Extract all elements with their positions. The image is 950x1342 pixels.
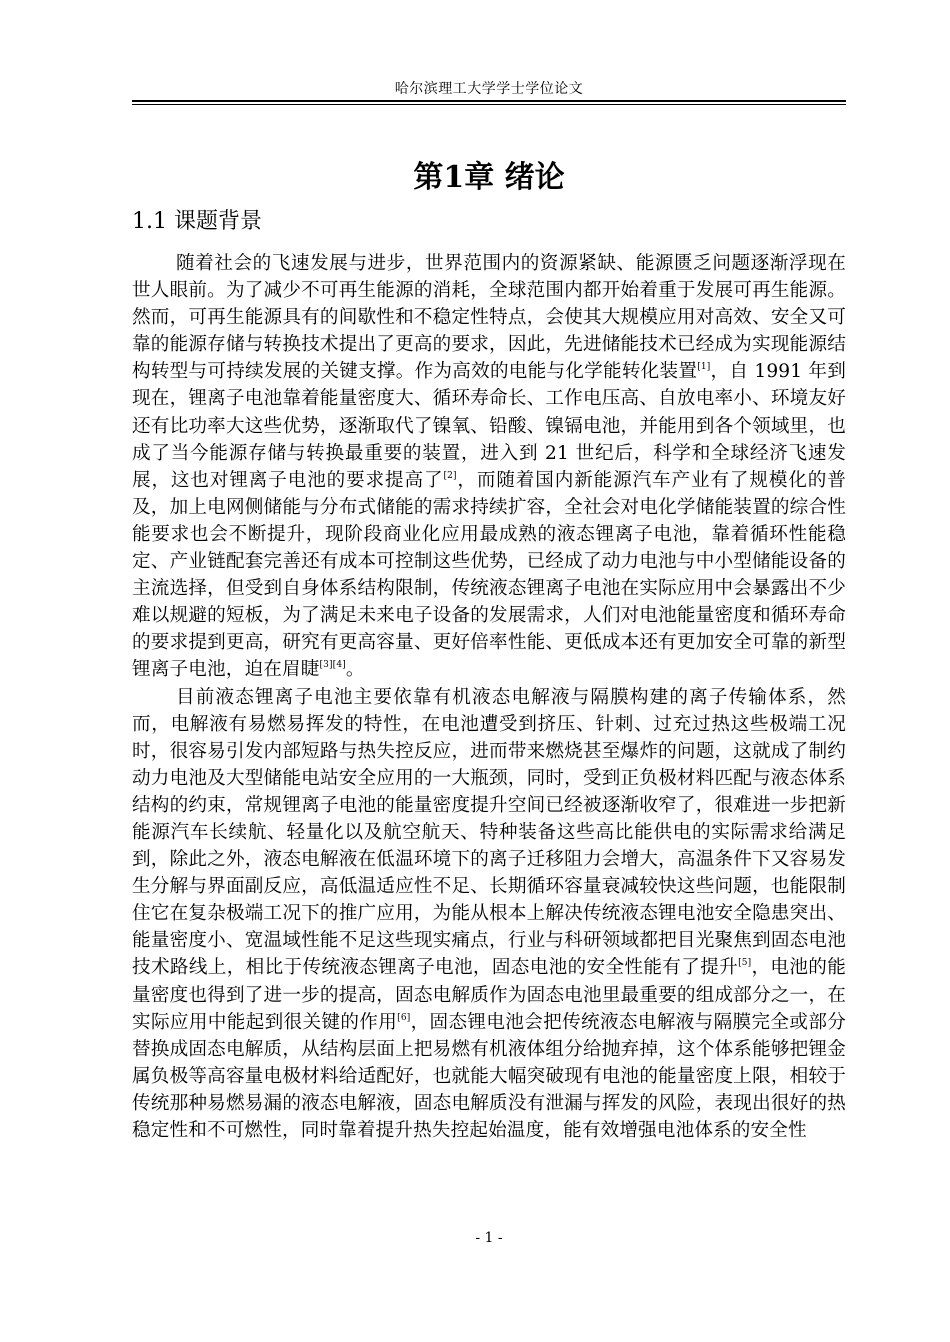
citation-ref[interactable]: [1] <box>697 362 711 373</box>
citation-ref[interactable]: [5] <box>738 958 752 969</box>
paragraph-1 <box>132 250 846 684</box>
text-segment: ，电池的能量密度也得到了进一步的提高，固态电解质作为固态电池里最重要的组成部分之一，在实际应用中能起到很关键的作用 <box>132 957 846 1033</box>
running-header: 哈尔滨理工大学学士学位论文 <box>394 81 584 97</box>
body-text <box>132 250 846 1144</box>
citation-ref[interactable]: [6] <box>397 1012 411 1023</box>
chapter-title: 第1章 绪论 <box>413 160 565 195</box>
citation-ref[interactable]: [2] <box>443 470 457 481</box>
text-segment: 目前液态锂离子电池主要依靠有机液态电解液与隔膜构建的离子传输体系，然而，电解液有易燃易挥发的特性，在电池遭受到挤压、针刺、过充过热这些极端工况时，很容易引发内部短路与热失控反应，进而带来燃烧甚至爆炸的问题，这就成了制约动力电池及大型储能电站安全应用的一大瓶颈，同时，受到正负极材料匹配与液态体系结构的约束，常规锂离子电池的能量密度提升空间已经被逐渐收窄了，很难进一步把新能源汽车长续航、轻量化以及航空航天、特种装备这些高比能供电的实际需求给满足到，除此之外，液态电解液在低温环境下的离子迁移阻力会增大，高温条件下又容易发生分解与界面副反应，高低温适应性不足、长期循环容量衰减较快这些问题，也能限制住它在复杂极端工况下的推广应用，为能从根本上解决传统液态锂电池安全隐患突出、能量密度小、宽温域性能不足这些现实痛点，行业与科研领域都把目光聚焦到固态电池技术路线上，相比于传统液态锂离子电池，固态电池的安全性能有了提升 <box>132 686 846 979</box>
text-segment: 随着社会的飞速发展与进步，世界范围内的资源紧缺、能源匮乏问题逐渐浮现在世人眼前。为了减少不可再生能源的消耗，全球范围内都开始着重于发展可再生能源。然而，可再生能源具有的间歇性和不稳定性特点，会使其大规模应用对高效、安全又可靠的能源存储与转换技术提出了更高的要求，因此，先进储能技术已经成为实现能源结构转型与可持续发展的关键支撑。作为高效的电能与化学能转化装置 <box>132 253 846 383</box>
section-title: 1.1 课题背景 <box>132 209 262 234</box>
header-rule-thick <box>132 100 846 102</box>
text-segment: ，固态锂电池会把传统液态电解液与隔膜完全或部分替换成固态电解质，从结构层面上把易燃有机液体组分给抛弃掉，这个体系能够把锂金属负极等高容量电极材料给适配好，也就能大幅突破现有电池的能量密度上限，相较于传统那种易燃易漏的液态电解液，固态电解质没有泄漏与挥发的风险，表现出很好的热稳定性和不可燃性，同时靠着提升热失控起始温度，能有效增强电池体系的安全性 <box>132 1011 846 1141</box>
header-rule-thin <box>132 104 846 105</box>
text-segment: ，自 1991 年到现在，锂离子电池靠着能量密度大、循环寿命长、工作电压高、自放电率小、环境友好还有比功率大这些优势，逐渐取代了镍氧、铅酸、镍镉电池，并能用到各个领域里，也成了当今能源存储与转换最重要的装置，进入到 21 世纪后，科学和全球经济飞速发展，这也对锂离子电池的要求提高了 <box>132 361 846 491</box>
page-number: - 1 - <box>475 1230 503 1246</box>
citation-ref[interactable]: [3][4] <box>319 660 346 671</box>
text-segment: 。 <box>345 659 365 681</box>
paragraph-2 <box>132 684 846 1145</box>
text-segment: ，而随着国内新能源汽车产业有了规模化的普及，加上电网侧储能与分布式储能的需求持续扩容，全社会对电化学储能装置的综合性能要求也会不断提升，现阶段商业化应用最成熟的液态锂离子电池，靠着循环性能稳定、产业链配套完善还有成本可控制这些优势，已经成了动力电池与中小型储能设备的主流选择，但受到自身体系结构限制，传统液态锂离子电池在实际应用中会暴露出不少难以规避的短板，为了满足未来电子设备的发展需求，人们对电池能量密度和循环寿命的要求提到更高，研究有更高容量、更好倍率性能、更低成本还有更加安全可靠的新型锂离子电池，迫在眉睫 <box>132 469 846 681</box>
